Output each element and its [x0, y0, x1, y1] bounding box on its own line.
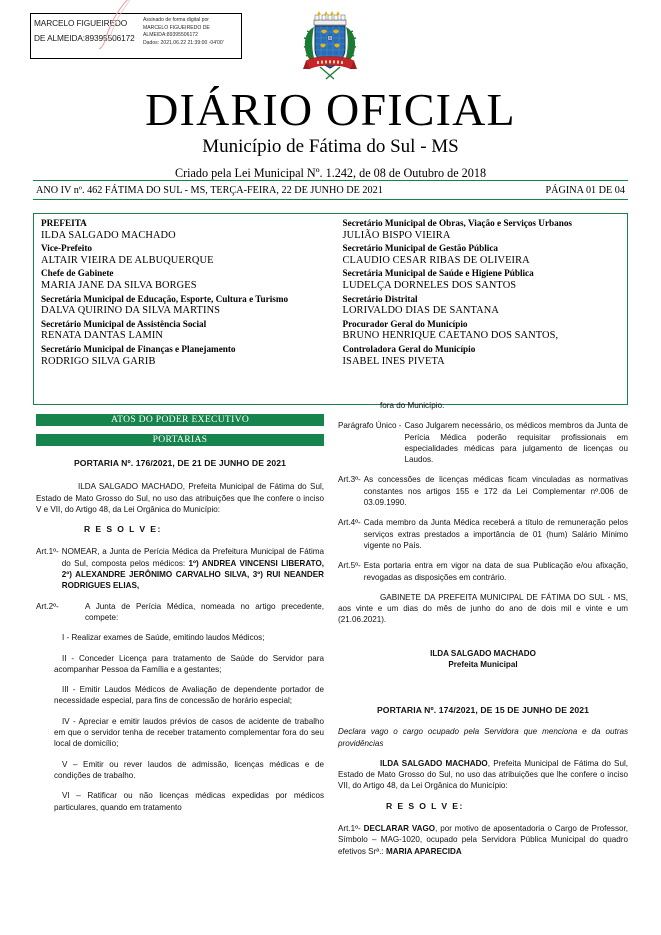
portaria-176-preamble: ILDA SALGADO MACHADO, Prefeita Municipal de Fátima do Sul, Estado de Mato Grosso do Sul, no uso das atribuições que lhe confere o inciso V e VII, do Artigo 48, da Lei Orgânica do Município:	[36, 482, 324, 514]
signature-detail-line-3: ALMEIDA:89395506172	[143, 32, 198, 39]
portaria-176-article-3	[338, 474, 628, 508]
official-role: Secretária Municipal de Saúde e Higiene Pública	[342, 268, 534, 279]
portaria-174-article-1	[338, 823, 628, 857]
official-role: Secretário Municipal de Finanças e Planejamento	[41, 343, 236, 354]
signature-detail-line-1: Assinado de forma digital por	[143, 17, 209, 23]
official-name: BRUNO HENRIQUE CAETANO DOS SANTOS,	[342, 330, 559, 342]
paragrafo-unico-text: Caso Julgarem necessário, os médicos membros da Junta de Perícia Médica poderão requisitar profissionais em especialidades médicas para julgamento de licenças ou Laudos.	[404, 421, 628, 465]
portaria-176-item-iii: III - Emitir Laudos Médicos de Avaliação de dependente portador de necessidade especial, para fins de concessão de horário especial;	[54, 685, 324, 706]
signature-signer-name: MARCELO FIGUEIREDO DE ALMEIDA:89395506172	[34, 18, 135, 43]
portaria-174-article-1-text: , por motivo de aposentadoria o Cargo de Professor, Símbolo – MAG-1020, ocupado pela Servidora Pública Municipal do quadro efetivos Srª.:	[338, 824, 628, 856]
portaria-174-preamble	[338, 758, 628, 792]
section-header-portarias: PORTARIAS	[36, 434, 324, 446]
portaria-174-servidora-name: MARIA APARECIDA	[385, 846, 462, 856]
portaria-174-resolve-label: R E S O L V E:	[386, 800, 464, 811]
official-name: JULIÃO BISPO VIEIRA	[342, 229, 451, 241]
signature-detail-line-4: Dados: 2021.06.22 21:39:00 -04'00'	[143, 39, 224, 46]
portaria-174-ementa: Declara vago o cargo ocupado pela Servidora que menciona e da outras providências	[338, 727, 628, 748]
digital-signature-block	[30, 13, 242, 59]
masthead-law-reference: Criado pela Lei Municipal Nº. 1.242, de 08 de Outubro de 2018	[174, 166, 487, 180]
portaria-176-article-5	[338, 560, 628, 583]
portaria-174-declarar-vago: DECLARAR VAGO	[363, 824, 436, 834]
portaria-176-title: PORTARIA Nº. 176/2021, DE 21 DE JUNHO DE 2021	[73, 458, 287, 468]
official-name: RENATA DANTAS LAMIN	[41, 330, 164, 342]
officials-column-left	[34, 217, 331, 404]
content-column-left	[36, 458, 324, 813]
section-header-atos-poder-executivo: ATOS DO PODER EXECUTIVO	[36, 414, 324, 426]
portaria-176-article-2	[36, 601, 324, 624]
portaria-174-article-1-label: Art.1º-	[338, 824, 361, 834]
official-role: Vice-Prefeito	[41, 243, 93, 254]
official-role: Secretário Municipal de Assistência Social	[41, 318, 207, 329]
officials-column-right	[331, 217, 628, 404]
municipal-coat-of-arms-icon	[300, 9, 360, 83]
official-name: LORIVALDO DIAS DE SANTANA	[342, 305, 499, 317]
portaria-176-item-vi-continued: fora do Município.	[380, 401, 445, 410]
portaria-176-item-vi: VI – Ratificar ou não licenças médicas expedidas por médicos particulares, quando em tratamento	[54, 791, 324, 812]
paragrafo-unico-label: Parágrafo Único -	[338, 421, 402, 431]
article-2-label: Art.2º-	[36, 601, 59, 611]
portaria-176-item-ii: II - Conceder Licença para tratamento de Saúde do Servidor para acompanhar Pessoa da Família e a gestantes;	[54, 653, 324, 674]
portaria-176-article-1	[36, 546, 324, 591]
portaria-176-signer-name: ILDA SALGADO MACHADO	[430, 648, 536, 658]
official-name: ALTAIR VIEIRA DE ALBUQUERQUE	[41, 254, 214, 266]
article-4-text: Cada membro da Junta Médica receberá a título de remuneração pelos serviços extras prestados a importância de 01 (hum) Salário Mínimo vigente no País.	[363, 518, 628, 550]
article-2-text: A Junta de Perícia Médica, nomeada no artigo precedente, compete:	[85, 601, 324, 622]
edition-info-bar	[33, 180, 628, 200]
official-name: RODRIGO SILVA GARIB	[41, 355, 156, 367]
signature-details	[139, 14, 241, 58]
edition-info-left: ANO IV nº. 462 FÁTIMA DO SUL - MS, TERÇA-FEIRA, 22 DE JUNHO DE 2021	[36, 184, 383, 196]
portaria-176-article-4	[338, 517, 628, 551]
page-number-label: PÁGINA 01 DE 04	[545, 184, 625, 196]
official-role: PREFEITA	[41, 218, 87, 228]
official-name: DALVA QUIRINO DA SILVA MARTINS	[41, 305, 221, 317]
official-role: Secretário Municipal de Gestão Pública	[342, 243, 498, 254]
official-name: LUDELÇA DORNELES DOS SANTOS	[342, 279, 517, 291]
portaria-174-preamble-name: ILDA SALGADO MACHADO	[380, 758, 488, 768]
article-5-text: Esta portaria entra em vigor na data de sua Publicação e/ou afixação, revogadas as disposições em contrário.	[363, 561, 628, 582]
portaria-176-resolve-label: R E S O L V E:	[84, 524, 162, 535]
masthead-subtitle: Município de Fátima do Sul - MS	[202, 136, 459, 157]
article-1-body	[62, 546, 324, 591]
official-role: Chefe de Gabinete	[41, 268, 114, 279]
officials-box	[33, 213, 628, 405]
official-role: Secretário Municipal de Obras, Viação e Serviços Urbanos	[342, 218, 572, 228]
portaria-176-paragrafo-unico	[338, 420, 628, 465]
article-5-label: Art.5º-	[338, 561, 361, 571]
article-1-doctors: 1º) ANDREA VINCENSI LIBERATO, 2º) ALEXANDRE JERÔNIMO CARVALHO SILVA, 3º) RUI NEANDER RODRIGUES ELIAS,	[61, 558, 324, 591]
article-3-text: As concessões de licenças médicas ficam vinculadas as normativas constantes nos artigos 155 e 172 da Lei Complementar nº.006 de 03.09.1990.	[363, 475, 628, 508]
official-name: MARIA JANE DA SILVA BORGES	[41, 279, 197, 291]
official-role: Secretária Municipal de Educação, Esporte, Cultura e Turismo	[41, 293, 289, 304]
portaria-176-gabinete-clause: GABINETE DA PREFEITA MUNICIPAL DE FÁTIMA DO SUL - MS, aos vinte e um dias do mês de junho do ano de dois mil e vinte e um (21.06.2021).	[338, 592, 628, 625]
article-4-label: Art.4º-	[338, 518, 361, 528]
official-name: ILDA SALGADO MACHADO	[41, 229, 176, 241]
article-1-label: Art.1º-	[36, 547, 59, 557]
page-title: DIÁRIO OFICIAL	[145, 84, 516, 135]
signature-detail-line-2: MARCELO FIGUEIREDO DE	[143, 24, 210, 31]
content-column-right	[338, 400, 628, 866]
official-name: ISABEL INES PIVETA	[342, 355, 445, 367]
official-role: Secretário Distrital	[342, 293, 418, 304]
official-name: CLAUDIO CESAR RIBAS DE OLIVEIRA	[342, 254, 530, 266]
portaria-174-preamble-rest: , Prefeita Municipal de Fátima do Sul, Estado de Mato Grosso do Sul, no uso das atribuições que lhe confere o inciso VII, do Artigo 48, da Lei Orgânica do Município:	[338, 758, 628, 791]
official-role: Procurador Geral do Município	[342, 318, 468, 329]
portaria-174-title: PORTARIA Nº. 174/2021, DE 15 DE JUNHO DE 2021	[376, 704, 590, 715]
article-1-text: NOMEAR, a Junta de Perícia Médica da Prefeitura Municipal de Fátima do Sul, composta pelos médicos:	[61, 547, 324, 568]
masthead	[0, 86, 661, 181]
portaria-176-item-iv: IV - Apreciar e emitir laudos prévios de casos de acidente de trabalho em que o servidor tenha de receber tratamento complementar fora do seu local de domicílio;	[54, 716, 324, 749]
article-3-label: Art.3º-	[338, 475, 361, 485]
official-role: Controladora Geral do Município	[342, 343, 476, 354]
portaria-176-signer-role: Prefeita Municipal	[448, 660, 518, 670]
portaria-176-item-v: V – Emitir ou rever laudos de admissão, licenças médicas e de condições de trabalho.	[54, 759, 324, 780]
portaria-176-item-i: I - Realizar exames de Saúde, emitindo laudos Médicos;	[62, 633, 265, 643]
